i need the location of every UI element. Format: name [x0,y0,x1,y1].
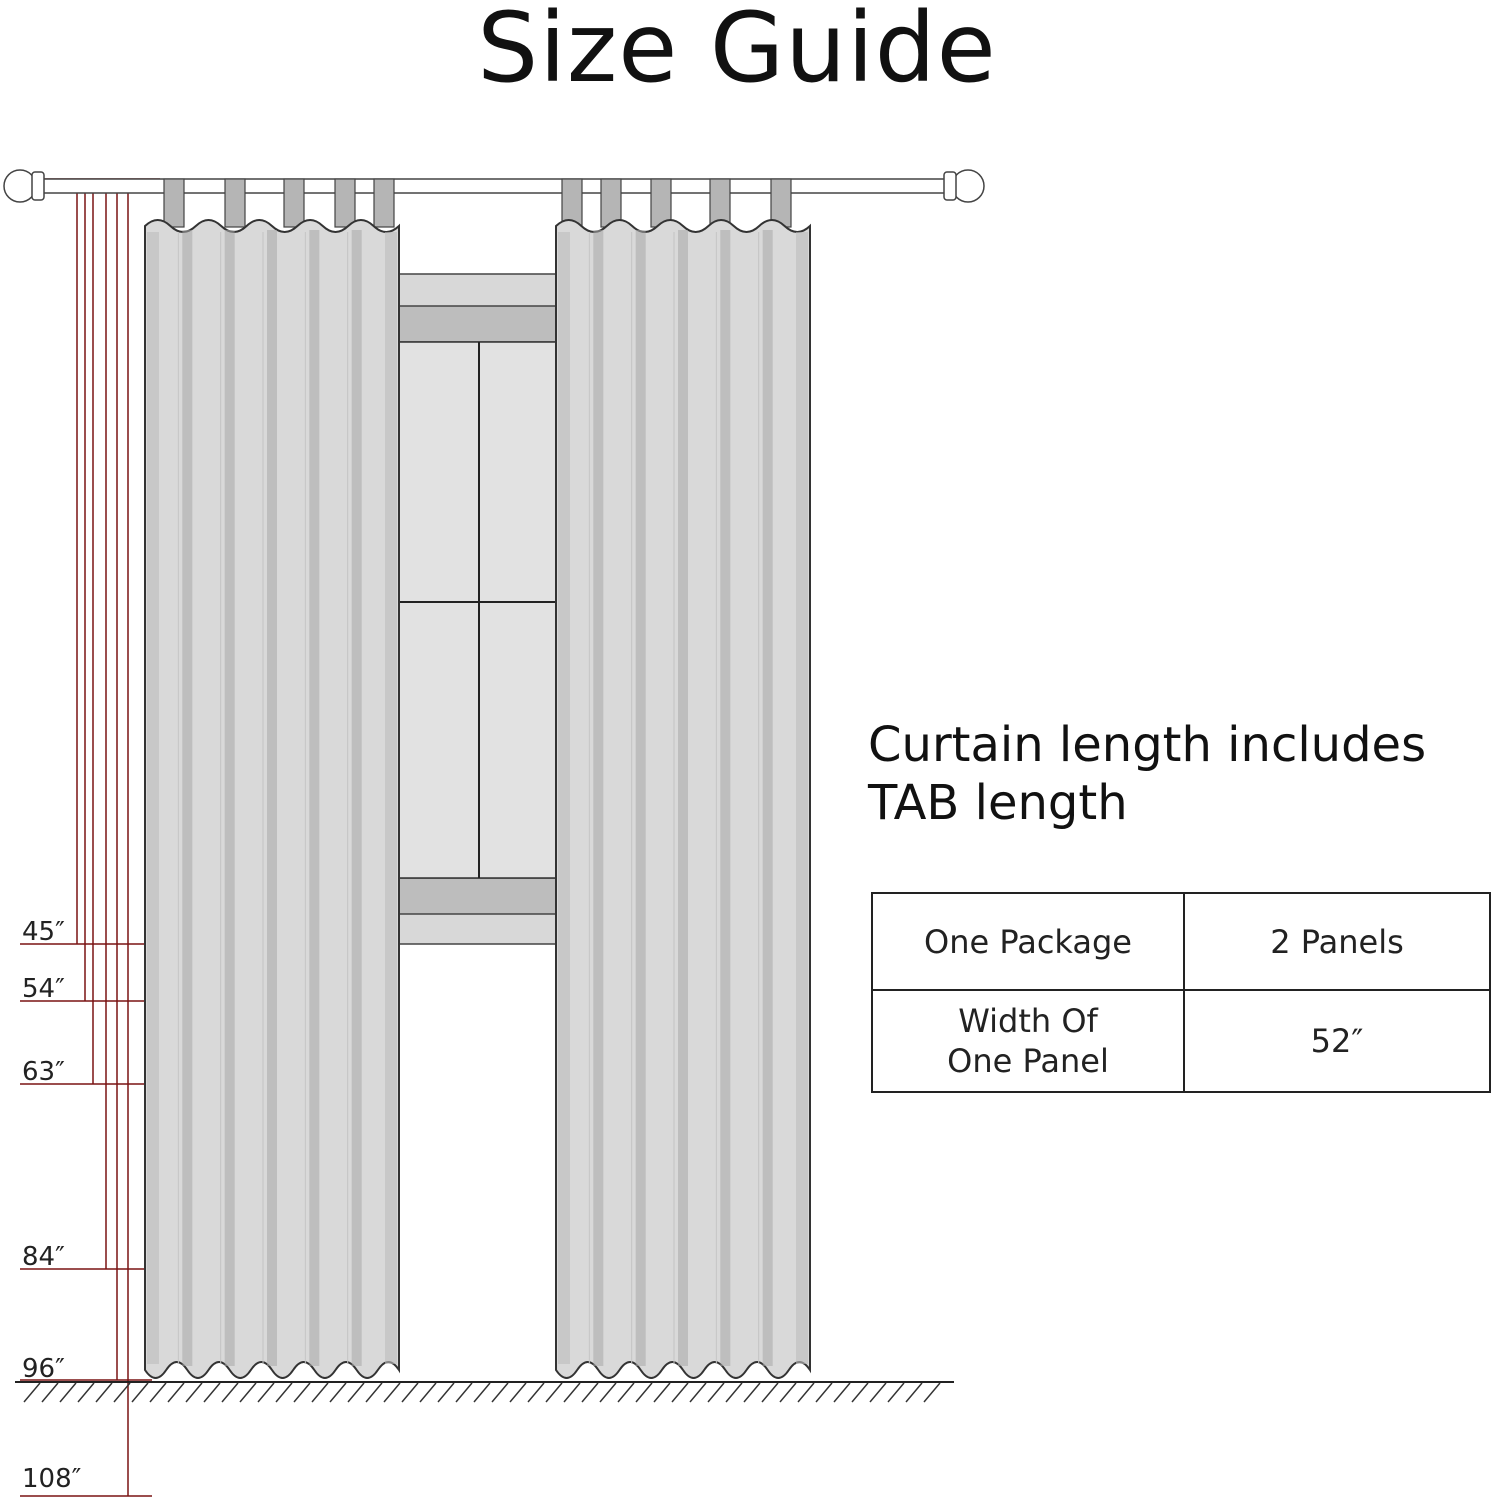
table-row [872,990,1490,1092]
curtain-tab [164,179,184,227]
page-title: Size Guide [477,0,997,104]
curtain-panel-right [556,179,810,1378]
length-labels [22,917,82,1494]
length-label: 108″ [22,1464,82,1494]
floor-line [15,1382,954,1402]
spec-table [871,892,1491,1093]
length-measure-lines [20,179,160,1496]
curtain-rod [4,170,984,202]
package-value: 2 Panels [1270,922,1404,961]
curtain-panel-left [145,179,399,1378]
curtain-tab [335,179,355,227]
panel-width-value-cell [1184,990,1490,1092]
length-label: 63″ [22,1057,65,1087]
rod-finial-right [952,170,984,202]
rod-finial-left [4,170,36,202]
note-line-1: Curtain length includes [868,717,1427,773]
curtain-tab [225,179,245,227]
length-label: 96″ [22,1354,65,1384]
panel-width-label-line-2: One Panel [947,1042,1109,1080]
curtain-tab [284,179,304,227]
window [399,274,556,944]
tab-length-note [868,716,1426,832]
panel-width-value: 52″ [1310,1022,1364,1060]
panel-width-label-cell [872,990,1184,1092]
curtain-tab [374,179,394,227]
panel-width-label-line-1: Width Of [958,1002,1098,1040]
table-row [872,893,1490,990]
length-label: 45″ [22,917,65,947]
note-line-2: TAB length [868,775,1128,831]
length-label: 54″ [22,974,65,1004]
length-label: 84″ [22,1242,65,1272]
package-value-cell [1184,893,1490,990]
package-label: One Package [924,922,1132,961]
package-label-cell [872,893,1184,990]
